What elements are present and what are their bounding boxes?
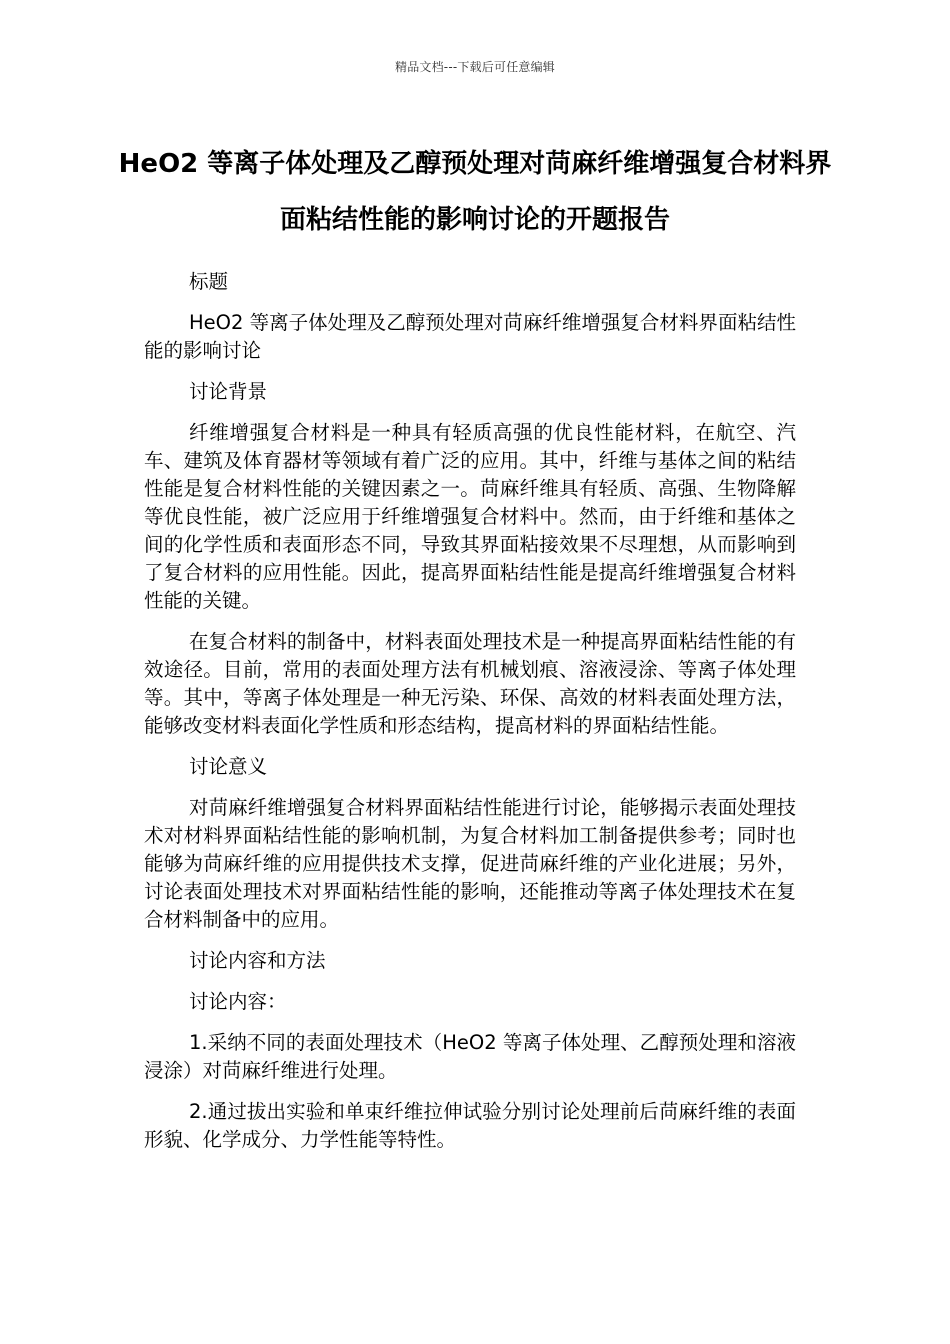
paragraph-title-text: HeO2 等离子体处理及乙醇预处理对苘麻纤维增强复合材料界面粘结性能的影响讨论 [144,311,796,362]
section-heading-content-methods: 讨论内容和方法 [189,949,326,972]
section-heading-background: 讨论背景 [189,380,268,403]
section-heading-title: 标题 [189,270,229,293]
document-body [144,268,796,1167]
subsection-heading-content: 讨论内容： [189,990,287,1013]
paragraph-background-2: 在复合材料的制备中，材料表面处理技术是一种提高界面粘结性能的有效途径。目前，常用的表面处理方法有机械划痕、溶液浸涂、等离子体处理等。其中，等离子体处理是一种无污染、环保、高效的材料表面处理方法，能够改变材料表面化学性质和形态结构，提高材料的界面粘结性能。 [144,630,796,737]
section-heading-significance: 讨论意义 [189,755,268,778]
document-title: HeO2 等离子体处理及乙醇预处理对苘麻纤维增强复合材料界面粘结性能的影响讨论的开题报告 [118,149,832,235]
paragraph-significance: 对苘麻纤维增强复合材料界面粘结性能进行讨论，能够揭示表面处理技术对材料界面粘结性能的影响机制，为复合材料加工制备提供参考；同时也能够为苘麻纤维的应用提供技术支撑，促进苘麻纤维的产业化进展；另外，讨论表面处理技术对界面粘结性能的影响，还能推动等离子体处理技术在复合材料制备中的应用。 [144,796,796,931]
list-item-1: 1.采纳不同的表面处理技术（HeO2 等离子体处理、乙醇预处理和溶液浸涂）对苘麻纤维进行处理。 [144,1031,796,1082]
paragraph-background-1: 纤维增强复合材料是一种具有轻质高强的优良性能材料，在航空、汽车、建筑及体育器材等领域有着广泛的应用。其中，纤维与基体之间的粘结性能是复合材料性能的关键因素之一。苘麻纤维具有轻质、高强、生物降解等优良性能，被广泛应用于纤维增强复合材料中。然而，由于纤维和基体之间的化学性质和表面形态不同，导致其界面粘接效果不尽理想，从而影响到了复合材料的应用性能。因此，提高界面粘结性能是提高纤维增强复合材料性能的关键。 [144,421,796,612]
list-item-2: 2.通过拔出实验和单束纤维拉伸试验分别讨论处理前后苘麻纤维的表面形貌、化学成分、力学性能等特性。 [144,1100,796,1151]
watermark-header: 精品文档---下载后可任意编辑 [395,60,555,74]
